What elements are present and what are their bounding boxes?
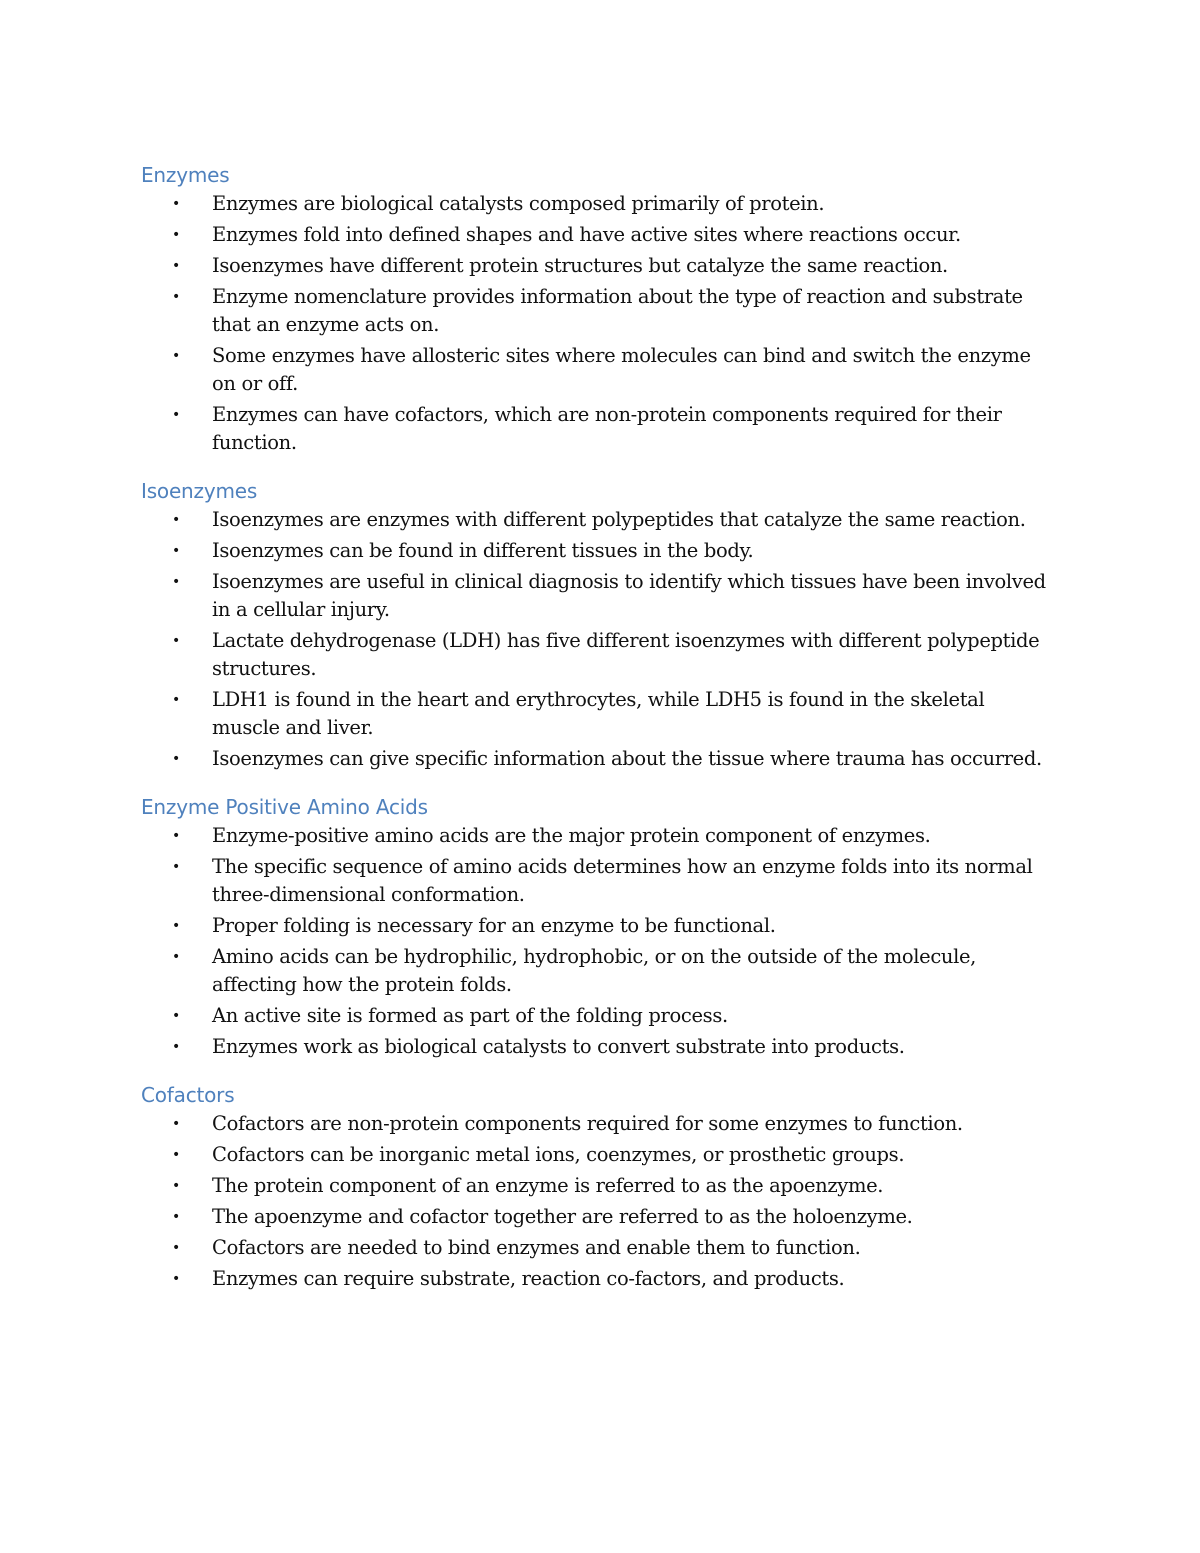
list-item bbox=[141, 568, 1047, 624]
list-item bbox=[141, 537, 1047, 565]
list-item-text: Enzymes work as biological catalysts to convert substrate into products. bbox=[212, 1035, 905, 1058]
list-item-text: Amino acids can be hydrophilic, hydrophobic, or on the outside of the molecule, affecting how the protein folds. bbox=[212, 945, 977, 996]
list-item bbox=[141, 1033, 1047, 1061]
list-item bbox=[141, 745, 1047, 773]
list-item-text: Enzymes are biological catalysts composed primarily of protein. bbox=[212, 192, 825, 215]
bullet-icon: • bbox=[172, 692, 180, 708]
list-item bbox=[141, 1002, 1047, 1030]
bullet-icon: • bbox=[172, 949, 180, 965]
bullet-icon: • bbox=[172, 1147, 180, 1163]
list-item-text: Proper folding is necessary for an enzyme to be functional. bbox=[212, 914, 776, 937]
list-item bbox=[141, 943, 1047, 999]
list-item-text: Isoenzymes have different protein structures but catalyze the same reaction. bbox=[212, 254, 948, 277]
list-item-text: Cofactors are non-protein components required for some enzymes to function. bbox=[212, 1112, 963, 1135]
bullet-list bbox=[141, 1110, 1061, 1293]
bullet-icon: • bbox=[172, 289, 180, 305]
section-enzyme-positive-amino-acids bbox=[141, 792, 1061, 1061]
section-spacer bbox=[141, 460, 1061, 476]
list-item-text: An active site is formed as part of the folding process. bbox=[212, 1004, 728, 1027]
section-spacer bbox=[141, 1064, 1061, 1080]
bullet-icon: • bbox=[172, 348, 180, 364]
list-item-text: Lactate dehydrogenase (LDH) has five different isoenzymes with different polypeptide structures. bbox=[212, 629, 1040, 680]
list-item bbox=[141, 1172, 1047, 1200]
list-item bbox=[141, 190, 1047, 218]
bullet-icon: • bbox=[172, 859, 180, 875]
section-isoenzymes bbox=[141, 476, 1061, 773]
list-item-text: Enzyme-positive amino acids are the major protein component of enzymes. bbox=[212, 824, 931, 847]
list-item bbox=[141, 1110, 1047, 1138]
list-item-text: Cofactors can be inorganic metal ions, coenzymes, or prosthetic groups. bbox=[212, 1143, 905, 1166]
list-item-text: LDH1 is found in the heart and erythrocytes, while LDH5 is found in the skeletal muscle and liver. bbox=[212, 688, 985, 739]
bullet-icon: • bbox=[172, 543, 180, 559]
list-item-text: Cofactors are needed to bind enzymes and enable them to function. bbox=[212, 1236, 861, 1259]
bullet-icon: • bbox=[172, 1008, 180, 1024]
list-item-text: Isoenzymes can give specific information about the tissue where trauma has occurred. bbox=[212, 747, 1042, 770]
list-item bbox=[141, 506, 1047, 534]
bullet-icon: • bbox=[172, 407, 180, 423]
bullet-icon: • bbox=[172, 1209, 180, 1225]
bullet-icon: • bbox=[172, 1178, 180, 1194]
list-item-text: The protein component of an enzyme is referred to as the apoenzyme. bbox=[212, 1174, 884, 1197]
bullet-icon: • bbox=[172, 258, 180, 274]
bullet-icon: • bbox=[172, 1271, 180, 1287]
list-item-text: Enzymes can require substrate, reaction co-factors, and products. bbox=[212, 1267, 845, 1290]
list-item bbox=[141, 252, 1047, 280]
list-item-text: Isoenzymes are useful in clinical diagnosis to identify which tissues have been involved in a cellular injury. bbox=[212, 570, 1046, 621]
list-item bbox=[141, 1234, 1047, 1262]
list-item-text: Isoenzymes can be found in different tissues in the body. bbox=[212, 539, 754, 562]
list-item-text: The apoenzyme and cofactor together are referred to as the holoenzyme. bbox=[212, 1205, 913, 1228]
section-heading: Cofactors bbox=[141, 1083, 235, 1107]
list-item-text: Enzymes can have cofactors, which are non-protein components required for their function. bbox=[212, 403, 1002, 454]
list-item-text: Some enzymes have allosteric sites where molecules can bind and switch the enzyme on or off. bbox=[212, 344, 1031, 395]
bullet-icon: • bbox=[172, 196, 180, 212]
list-item bbox=[141, 221, 1047, 249]
section-heading: Enzymes bbox=[141, 163, 230, 187]
bullet-icon: • bbox=[172, 751, 180, 767]
bullet-icon: • bbox=[172, 227, 180, 243]
list-item bbox=[141, 1203, 1047, 1231]
list-item bbox=[141, 822, 1047, 850]
section-heading: Isoenzymes bbox=[141, 479, 258, 503]
list-item-text: Enzymes fold into defined shapes and have active sites where reactions occur. bbox=[212, 223, 961, 246]
bullet-icon: • bbox=[172, 633, 180, 649]
list-item bbox=[141, 1141, 1047, 1169]
bullet-icon: • bbox=[172, 574, 180, 590]
list-item-text: Enzyme nomenclature provides information about the type of reaction and substrate that an enzyme acts on. bbox=[212, 285, 1023, 336]
list-item bbox=[141, 686, 1047, 742]
section-cofactors bbox=[141, 1080, 1061, 1293]
bullet-icon: • bbox=[172, 828, 180, 844]
list-item bbox=[141, 627, 1047, 683]
bullet-icon: • bbox=[172, 1116, 180, 1132]
section-spacer bbox=[141, 776, 1061, 792]
list-item bbox=[141, 1265, 1047, 1293]
section-enzymes bbox=[141, 160, 1061, 457]
bullet-list bbox=[141, 822, 1061, 1061]
list-item bbox=[141, 401, 1047, 457]
bullet-list bbox=[141, 190, 1061, 457]
list-item bbox=[141, 283, 1047, 339]
bullet-icon: • bbox=[172, 1240, 180, 1256]
section-heading: Enzyme Positive Amino Acids bbox=[141, 795, 428, 819]
bullet-icon: • bbox=[172, 512, 180, 528]
list-item bbox=[141, 912, 1047, 940]
list-item-text: Isoenzymes are enzymes with different polypeptides that catalyze the same reaction. bbox=[212, 508, 1026, 531]
document-body bbox=[141, 160, 1061, 1296]
bullet-icon: • bbox=[172, 918, 180, 934]
bullet-list bbox=[141, 506, 1061, 773]
list-item-text: The specific sequence of amino acids determines how an enzyme folds into its normal three-dimensional conformation. bbox=[212, 855, 1033, 906]
list-item bbox=[141, 853, 1047, 909]
list-item bbox=[141, 342, 1047, 398]
bullet-icon: • bbox=[172, 1039, 180, 1055]
